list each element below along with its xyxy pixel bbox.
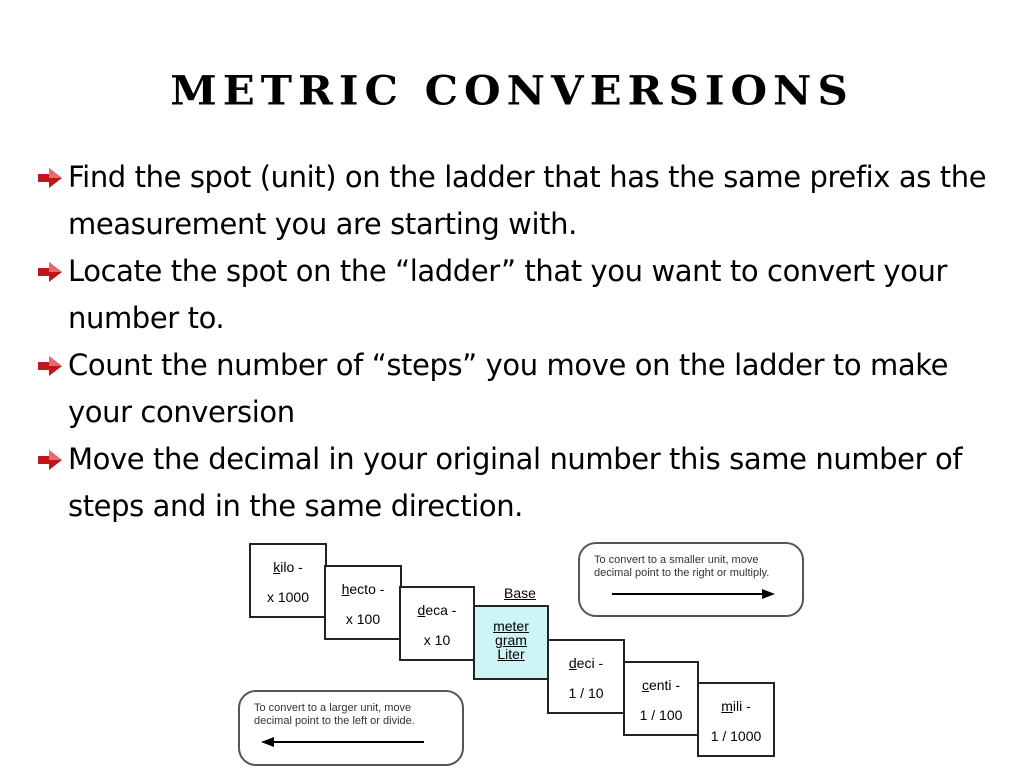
- step-deca: [399, 586, 475, 661]
- base-unit: meter: [493, 618, 529, 634]
- step-centi: [623, 661, 699, 736]
- multiplier: x 10: [423, 632, 451, 648]
- arrow-bullet-icon: [38, 168, 64, 188]
- prefix-rest: ili -: [732, 698, 751, 714]
- prefix-rest: ilo -: [280, 559, 303, 575]
- arrow-bullet-icon: [38, 356, 64, 376]
- arrow-bullet-icon: [38, 450, 64, 470]
- bullet-text: Locate the spot on the “ladder” that you want to convert your number to.: [68, 254, 948, 335]
- arrow-right-icon: [612, 588, 776, 600]
- bullet-item: [38, 154, 988, 248]
- multiplier: 1 / 100: [639, 707, 683, 723]
- arrow-left-icon: [260, 736, 424, 748]
- multiplier: x 100: [345, 611, 381, 627]
- bullet-item: [38, 248, 988, 342]
- note-larger-unit: [238, 690, 464, 766]
- step-deci: [547, 639, 625, 714]
- prefix-initial: m: [721, 698, 733, 714]
- prefix-initial: d: [417, 602, 426, 618]
- prefix-rest: enti -: [648, 677, 681, 693]
- bullet-item: [38, 342, 988, 436]
- step-kilo: [249, 543, 327, 618]
- base-unit: Liter: [497, 646, 525, 662]
- prefix-initial: h: [341, 581, 350, 597]
- step-base: [473, 605, 549, 680]
- bullet-text: Find the spot (unit) on the ladder that has the same prefix as the measurement you are starting with.: [68, 160, 987, 241]
- base-unit: gram: [495, 632, 527, 648]
- prefix-rest: eca -: [425, 602, 457, 618]
- multiplier: 1 / 10: [568, 685, 604, 701]
- slide-title: METRIC CONVERSIONS: [170, 67, 854, 114]
- bullet-text: Move the decimal in your original number this same number of steps and in the same direction.: [68, 442, 963, 523]
- prefix-initial: d: [568, 655, 577, 671]
- arrow-bullet-icon: [38, 262, 64, 282]
- bullet-item: [38, 436, 988, 530]
- step-hecto: [324, 565, 402, 640]
- bullet-list: [38, 154, 988, 530]
- prefix-rest: ecto -: [349, 581, 385, 597]
- note-text: To convert to a larger unit, move decimal point to the left or divide.: [254, 702, 415, 727]
- step-mili: [697, 682, 775, 757]
- base-label: Base: [504, 585, 536, 601]
- prefix-initial: k: [273, 559, 281, 575]
- multiplier: 1 / 1000: [710, 728, 762, 744]
- prefix-initial: c: [641, 677, 649, 693]
- bullet-text: Count the number of “steps” you move on the ladder to make your conversion: [68, 348, 949, 429]
- multiplier: x 1000: [266, 589, 310, 605]
- prefix-rest: eci -: [576, 655, 604, 671]
- note-smaller-unit: [578, 542, 804, 617]
- note-text: To convert to a smaller unit, move decimal point to the right or multiply.: [594, 554, 770, 579]
